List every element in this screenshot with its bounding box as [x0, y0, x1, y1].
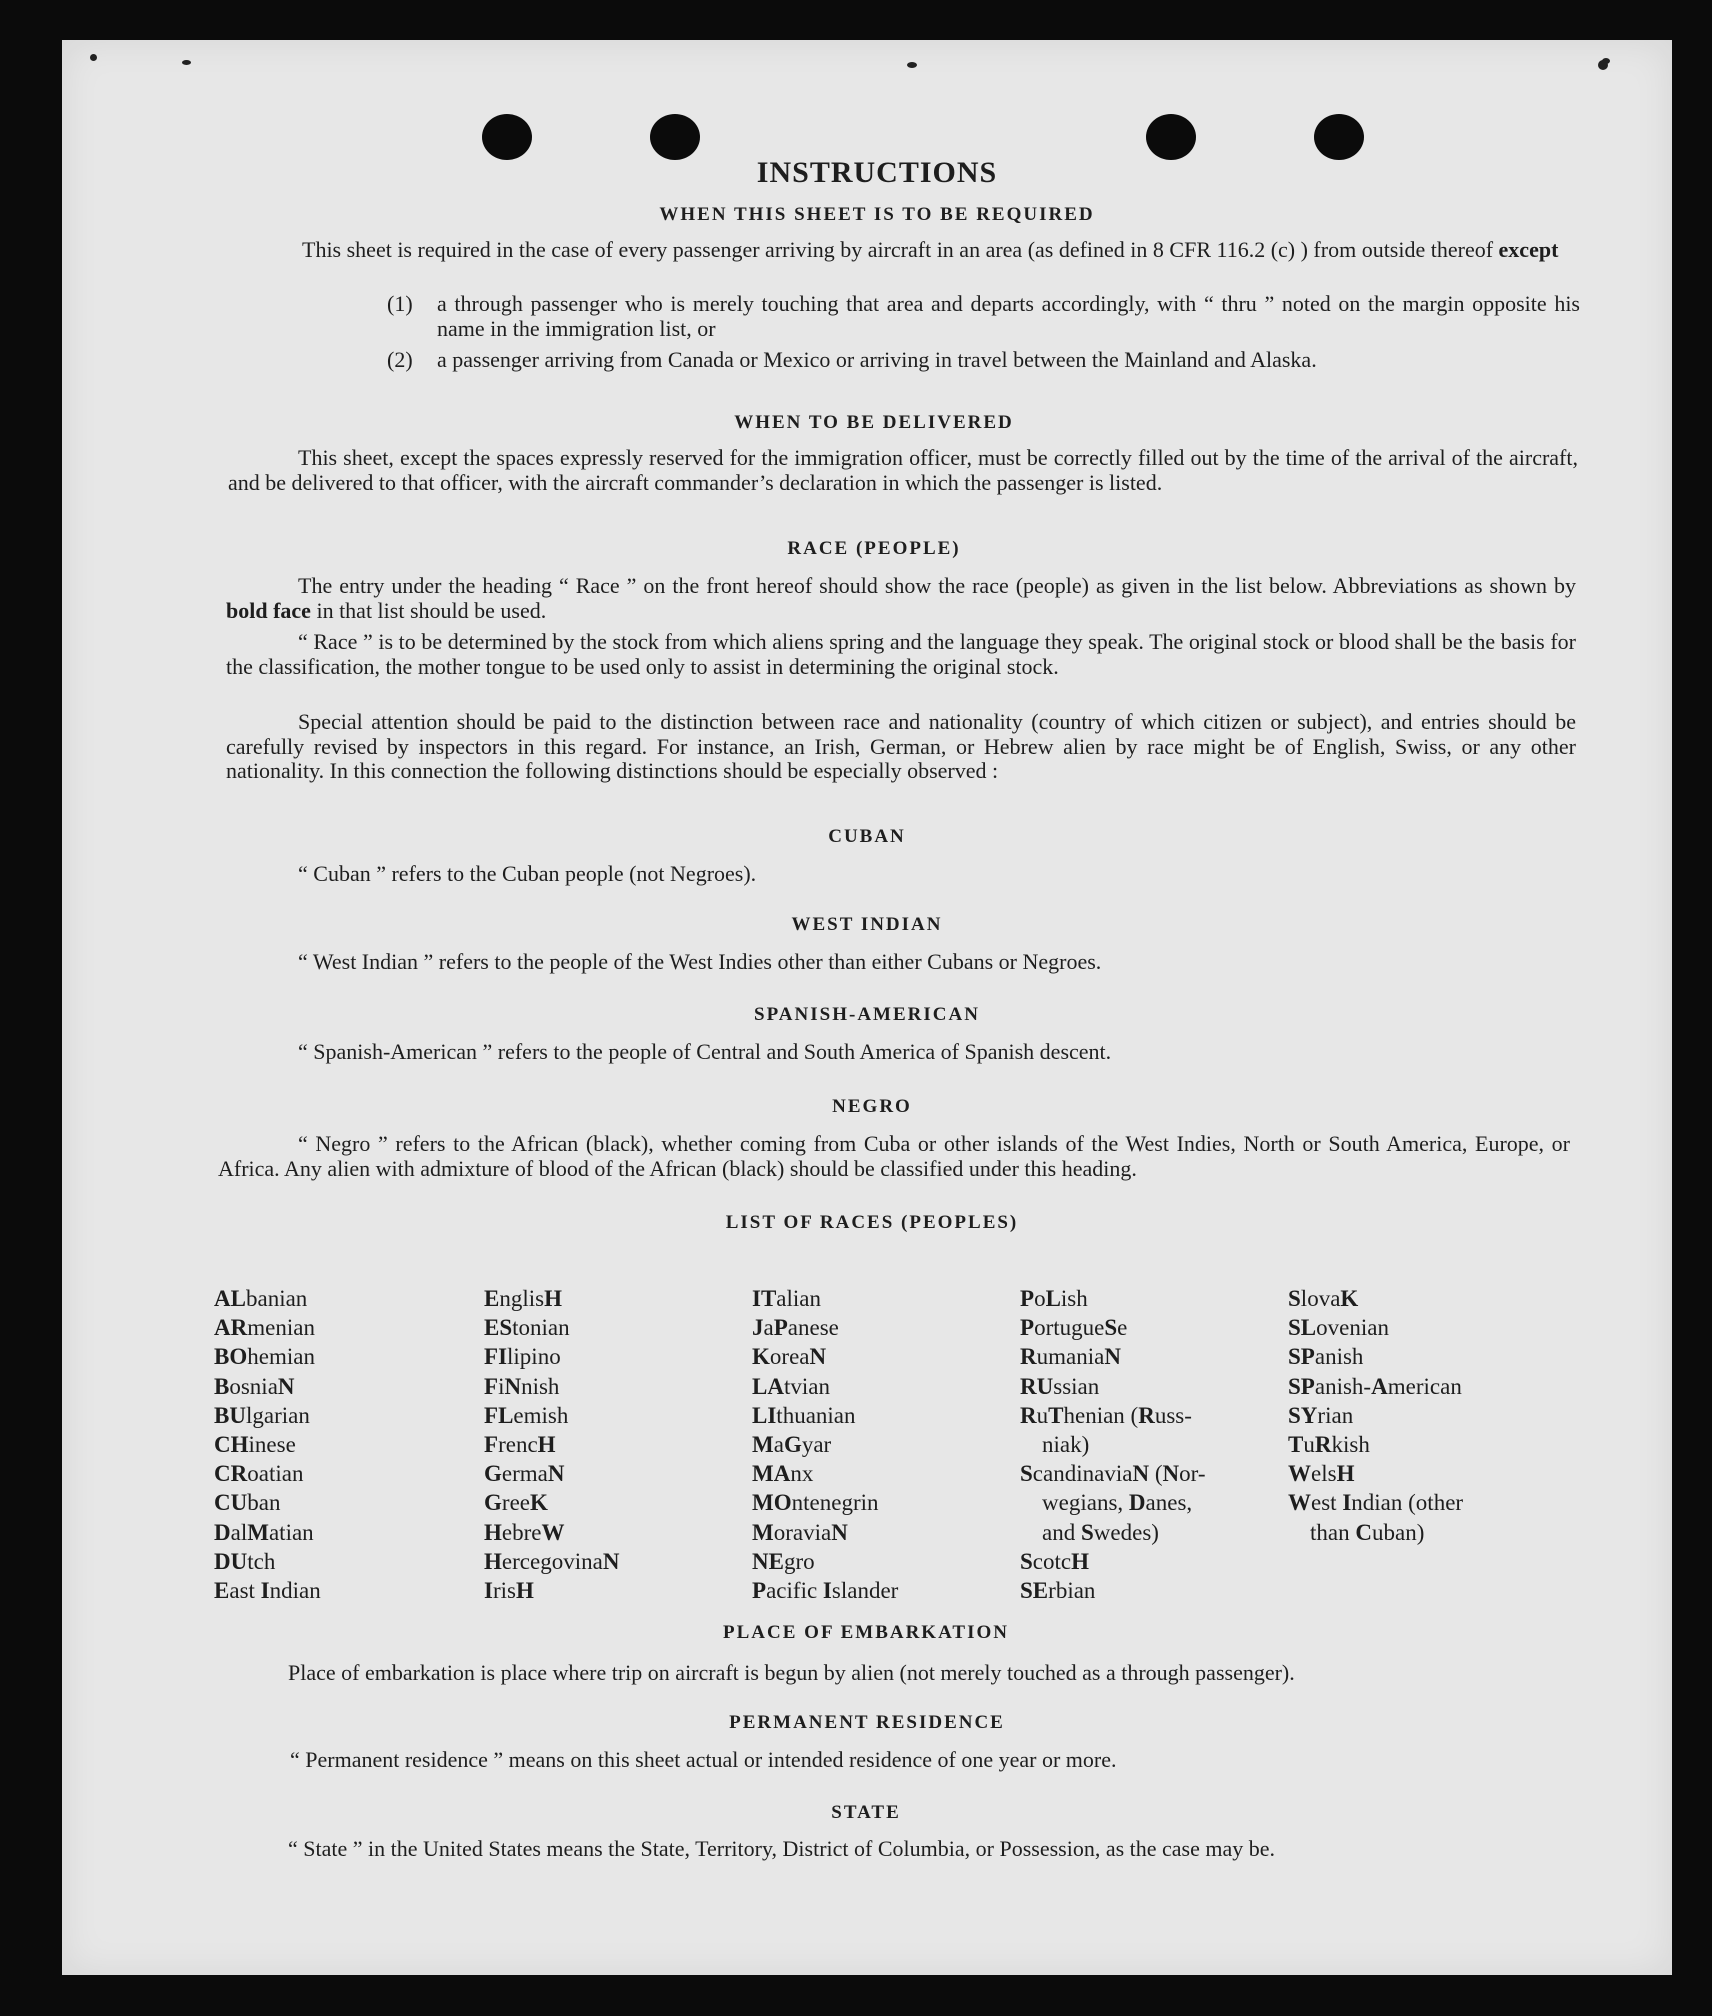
paragraph-race-1: The entry under the heading “ Race ” on the front hereof should show the race (people) as given in the list below. Abbreviations as shown by bold face in that list should be used. [226, 573, 1576, 623]
race-column [1020, 1284, 1240, 1605]
race-entry: PoLish [1020, 1286, 1088, 1311]
paragraph-race-3: Special attention should be paid to the distinction between race and nationality (country of which citizen or subject), and entries should be carefully revised by inspectors in this regard. For instance, an Irish, German, or Hebrew alien by race might be of English, Swiss, or any other nationality. In this connection the following distinctions should be especially observed : [226, 709, 1576, 783]
race-entry: BUlgarian [214, 1402, 310, 1428]
race-entry: RUssian [1020, 1373, 1100, 1399]
race-entry: CHinese [214, 1432, 296, 1458]
race-entry: DalMatian [214, 1519, 314, 1545]
race-entry: MOntenegrin [752, 1490, 879, 1516]
section-heading-race: RACE (PEOPLE) [787, 538, 961, 559]
race-entry: ARmenian [214, 1315, 315, 1341]
paragraph-race-2: “ Race ” is to be determined by the stock from which aliens spring and the language they speak. The original stock or blood shall be the basis for the classification, the mother tongue to be used only to assist in determining the original stock. [226, 629, 1576, 679]
paragraph-cuban: “ Cuban ” refers to the Cuban people (not Negroes). [298, 861, 757, 886]
race-entry: ScotcH [1020, 1548, 1090, 1574]
section-heading-cuban: CUBAN [828, 826, 906, 847]
document-page [62, 40, 1672, 1975]
race-entry: TuRkish [1288, 1432, 1370, 1458]
race-entry: GreeK [484, 1490, 548, 1516]
race-entry: and Swedes) [1042, 1519, 1159, 1545]
speck [907, 62, 917, 68]
race-entry: MoraviaN [752, 1519, 848, 1545]
speck [90, 54, 97, 61]
list-item: (1) a through passenger who is merely touching that area and departs accordingly, with “ thru ” noted on the margin opposite his name in the immigration list, or [387, 291, 1580, 341]
punch-hole [1314, 114, 1364, 160]
race-entry: niak) [1042, 1432, 1090, 1458]
race-entry: FLemish [484, 1402, 569, 1428]
race-entry: wegians, Danes, [1042, 1490, 1193, 1516]
race-entry: RuThenian (Russ- [1020, 1402, 1192, 1428]
race-entry: CUban [214, 1490, 281, 1516]
race-entry: SYrian [1288, 1402, 1354, 1428]
race-entry: EStonian [484, 1315, 570, 1341]
list-heading: LIST OF RACES (PEOPLES) [725, 1212, 1019, 1233]
race-entry: ITalian [752, 1286, 822, 1311]
race-entry: EnglisH [484, 1286, 562, 1311]
race-column [484, 1284, 619, 1605]
paragraph-negro: “ Negro ” refers to the African (black), whether coming from Cuba or other islands of the West Indies, North or South America, Europe, or Africa. Any alien with admixture of blood of the African (black) should be classified under this heading. [218, 1131, 1570, 1181]
race-entry: East Indian [214, 1578, 321, 1604]
race-entry: KoreaN [752, 1344, 827, 1370]
paragraph-when-required: This sheet is required in the case of every passenger arriving by aircraft in an area (as defined in 8 CFR 116.2 (c) ) from outside thereof except [302, 237, 1559, 262]
race-entry: GermaN [484, 1461, 565, 1487]
list-item: (2) a passenger arriving from Canada or Mexico or arriving in travel between the Mainland and Alaska. [387, 347, 1317, 372]
section-heading-spanish-american: SPANISH-AMERICAN [754, 1004, 980, 1025]
race-entry: DUtch [214, 1548, 276, 1574]
race-entry: West Indian (other [1288, 1490, 1464, 1516]
paragraph-state: “ State ” in the United States means the State, Territory, District of Columbia, or Possession, as the case may be. [288, 1836, 1276, 1861]
section-heading-state: STATE [831, 1802, 901, 1823]
race-entry: HebreW [484, 1519, 565, 1545]
paragraph-permanent-residence: “ Permanent residence ” means on this sheet actual or intended residence of one year or more. [290, 1747, 1117, 1772]
speck [182, 60, 191, 65]
race-entry: SlovaK [1288, 1286, 1359, 1311]
race-entry: ALbanian [214, 1286, 308, 1311]
paragraph-embarkation: Place of embarkation is place where trip on aircraft is begun by alien (not merely touched as a through passenger). [288, 1660, 1295, 1685]
race-entry: HercegovinaN [484, 1548, 620, 1574]
section-heading-embarkation: PLACE OF EMBARKATION [723, 1622, 1009, 1643]
speck [1598, 60, 1608, 70]
punch-hole [650, 114, 700, 160]
race-entry: PortugueSe [1020, 1315, 1128, 1341]
race-column [752, 1284, 898, 1605]
paragraph-spanish-american: “ Spanish-American ” refers to the people of Central and South America of Spanish descent. [298, 1039, 1112, 1064]
race-column [1288, 1284, 1463, 1547]
race-entry: than Cuban) [1310, 1519, 1425, 1545]
race-entry: JaPanese [752, 1315, 839, 1341]
race-entry: SPanish-American [1288, 1373, 1462, 1399]
paragraph-west-indian: “ West Indian ” refers to the people of the West Indies other than either Cubans or Negroes. [298, 949, 1102, 974]
punch-hole [1146, 114, 1196, 160]
section-heading-negro: NEGRO [832, 1096, 912, 1117]
race-entry: LIthuanian [752, 1402, 856, 1428]
race-column [214, 1284, 321, 1605]
race-entry: MaGyar [752, 1432, 832, 1458]
race-entry: NEgro [752, 1548, 815, 1574]
race-entry: FrencH [484, 1432, 556, 1458]
section-heading-west-indian: WEST INDIAN [791, 914, 943, 935]
section-heading-permanent-residence: PERMANENT RESIDENCE [729, 1712, 1005, 1733]
page-title: INSTRUCTIONS [756, 156, 998, 189]
section-heading-when-required: WHEN THIS SHEET IS TO BE REQUIRED [659, 204, 1095, 225]
race-entry: SErbian [1020, 1578, 1096, 1604]
race-entry: Pacific Islander [752, 1578, 899, 1604]
race-entry: BOhemian [214, 1344, 315, 1370]
race-entry: ScandinaviaN (Nor- [1020, 1461, 1206, 1487]
race-entry: SPanish [1288, 1344, 1364, 1370]
race-entry: FIlipino [484, 1344, 561, 1370]
punch-hole [482, 114, 532, 160]
section-heading-when-delivered: WHEN TO BE DELIVERED [734, 412, 1014, 433]
race-entry: MAnx [752, 1461, 814, 1487]
paragraph-when-delivered: This sheet, except the spaces expressly reserved for the immigration officer, must be correctly filled out by the time of the arrival of the aircraft, and be delivered to that officer, with the aircraft commander’s declaration in which the passenger is listed. [228, 445, 1578, 495]
race-entry: RumaniaN [1020, 1344, 1121, 1370]
race-entry: BosniaN [214, 1373, 295, 1399]
race-entry: SLovenian [1288, 1315, 1389, 1341]
race-entry: LAtvian [752, 1373, 830, 1399]
race-entry: FiNnish [484, 1373, 560, 1399]
race-entry: WelsH [1288, 1461, 1355, 1487]
race-entry: IrisH [484, 1578, 534, 1604]
race-entry: CRoatian [214, 1461, 304, 1487]
